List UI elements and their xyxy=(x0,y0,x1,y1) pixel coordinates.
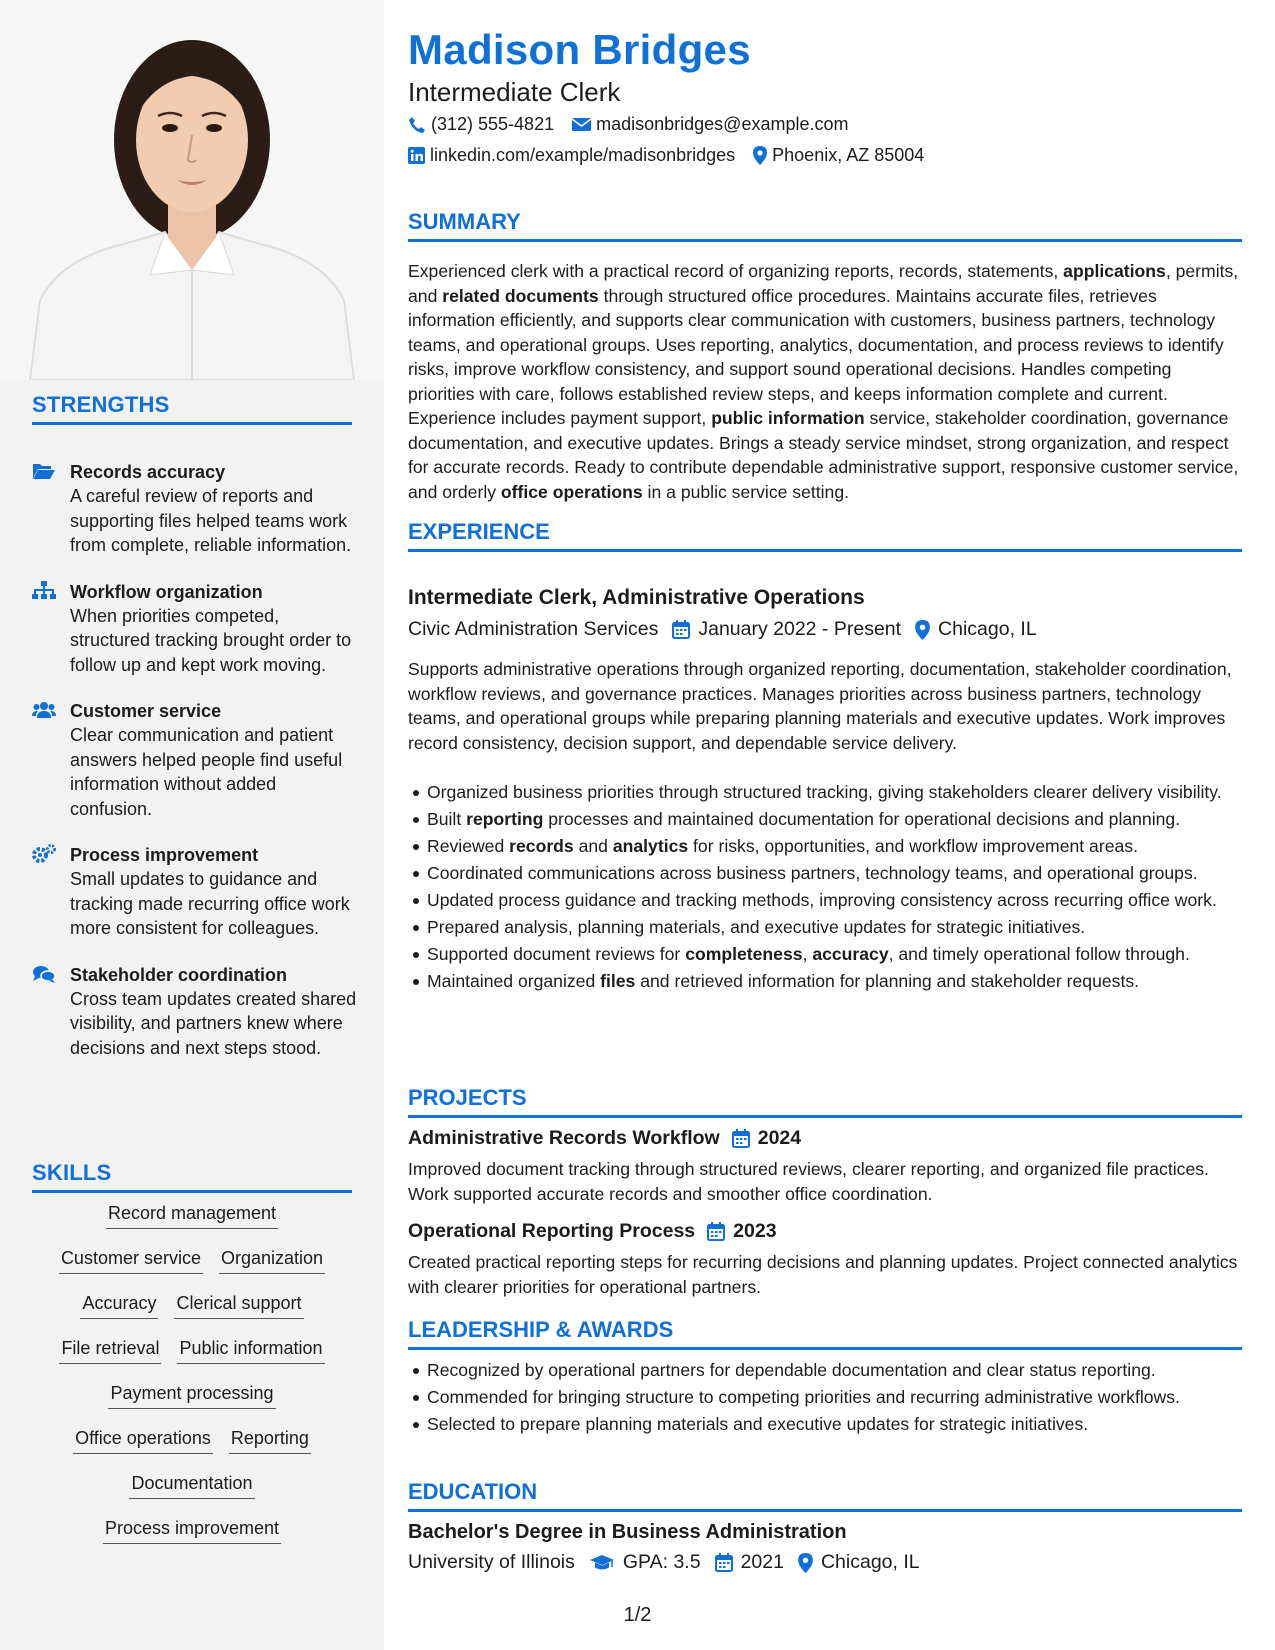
skills-heading: SKILLS xyxy=(32,1160,352,1193)
location-pin-icon xyxy=(798,1553,813,1573)
location-contact xyxy=(753,145,924,166)
graduation-cap-icon xyxy=(589,1554,615,1572)
skill-tag: File retrieval xyxy=(59,1335,161,1364)
job-dates: January 2022 - Present xyxy=(698,618,902,640)
leadership-heading: LEADERSHIP & AWARDS xyxy=(408,1317,1242,1350)
contact-row-1 xyxy=(408,114,866,135)
award-item: Recognized by operational partners for dependable documentation and clear status reporting. xyxy=(408,1358,1242,1383)
skill-tag: Record management xyxy=(106,1200,278,1229)
job-description: Supports administrative operations through organized reporting, documentation, stakeholder coordination, workflow reviews, and governance practices. Manages priorities across business partners, technology teams, and operational groups while preparing planning materials and executive updates. Work improves record consistency, decision support, and dependable service delivery. xyxy=(408,659,1232,753)
project-year: 2023 xyxy=(733,1220,777,1242)
graduation-year: 2021 xyxy=(740,1551,784,1573)
linkedin-text: linkedin.com/example/madisonbridges xyxy=(430,145,736,165)
strength-title: Records accuracy xyxy=(70,462,226,482)
skill-tag: Process improvement xyxy=(103,1515,281,1544)
location-pin-icon xyxy=(753,146,767,165)
education-location: Chicago, IL xyxy=(820,1551,920,1573)
linkedin-icon xyxy=(408,147,425,164)
strength-title: Stakeholder coordination xyxy=(70,964,288,985)
job-bullet: Reviewed records and analytics for risks, opportunities, and workflow improvement areas. xyxy=(408,834,1242,859)
job-bullet: Maintained organized files and retrieved information for planning and stakeholder requests. xyxy=(408,969,1242,994)
project-title-row xyxy=(408,1127,801,1150)
skill-tag: Accuracy xyxy=(80,1290,158,1319)
candidate-name: Madison Bridges xyxy=(408,26,751,73)
education-meta xyxy=(408,1551,920,1574)
job-bullet: Prepared analysis, planning materials, and executive updates for strategic initiatives. xyxy=(408,915,1242,940)
skill-tag: Office operations xyxy=(73,1425,213,1454)
sidebar xyxy=(0,0,384,1650)
strength-desc: A careful review of reports and supporting files helped teams work from complete, reliable information. xyxy=(70,486,352,555)
projects-heading: PROJECTS xyxy=(408,1085,1242,1118)
summary-text: Experienced clerk with a practical record of organizing reports, records, statements, applications, permits, and related documents through structured office procedures. Maintains accurate files, retrieves information efficiently, and supports clear communication with customers, business partners, technology teams, and operational groups. Uses reporting, analytics, documentation, and process reviews to identify risks, improve workflow consistency, and support sound operational decisions. Handles competing priorities with care, follows established review steps, and keeps information complete and current. Experience includes payment support, public information service, stakeholder coordination, governance documentation, and executive updates. Brings a steady service mindset, strong organization, and respect for accurate records. Ready to contribute dependable administrative support, responsive customer service, and orderly office operations in a public service setting. xyxy=(408,261,1239,502)
calendar-icon xyxy=(732,1129,750,1148)
project-year: 2024 xyxy=(757,1127,802,1149)
strength-desc: Clear communication and patient answers helped people find useful information without added confusion. xyxy=(70,725,343,819)
strengths-list xyxy=(32,460,362,1082)
skill-tag: Organization xyxy=(219,1245,325,1274)
gears-icon xyxy=(32,844,56,864)
skills-list xyxy=(32,1200,352,1560)
skill-tag: Payment processing xyxy=(108,1380,275,1409)
candidate-role: Intermediate Clerk xyxy=(408,77,621,107)
job-bullet: Coordinated communications across business partners, technology teams, and operational groups. xyxy=(408,861,1242,886)
location-text: Phoenix, AZ 85004 xyxy=(772,145,925,165)
strength-title: Workflow organization xyxy=(70,581,263,602)
contact-row-2 xyxy=(408,145,942,166)
experience-heading: EXPERIENCE xyxy=(408,519,1242,552)
email-contact[interactable] xyxy=(572,114,848,135)
calendar-icon xyxy=(715,1553,733,1572)
company-name: Civic Administration Services xyxy=(408,618,659,640)
skill-tag: Public information xyxy=(177,1335,324,1364)
strengths-heading: STRENGTHS xyxy=(32,392,352,425)
job-title: Intermediate Clerk, Administrative Operations xyxy=(408,586,865,609)
school-name: University of Illinois xyxy=(408,1551,575,1573)
strength-item xyxy=(32,699,362,821)
phone-text: (312) 555-4821 xyxy=(431,114,555,134)
profile-photo xyxy=(0,0,384,380)
degree-title: Bachelor's Degree in Business Administration xyxy=(408,1521,847,1543)
strength-item xyxy=(32,843,362,941)
calendar-icon xyxy=(672,620,690,639)
job-bullet: Updated process guidance and tracking methods, improving consistency across recurring office work. xyxy=(408,888,1242,913)
skill-tag: Customer service xyxy=(59,1245,203,1274)
envelope-icon xyxy=(572,117,591,132)
leadership-bullets xyxy=(408,1358,1242,1439)
comments-icon xyxy=(32,964,56,984)
project-desc: Created practical reporting steps for recurring decisions and planning updates. Project connected analytics with clearer priorities for operational partners. xyxy=(408,1252,1238,1297)
summary-heading: SUMMARY xyxy=(408,209,1242,242)
calendar-icon xyxy=(707,1222,725,1241)
users-icon xyxy=(32,700,56,720)
phone-icon xyxy=(408,116,426,134)
award-item: Commended for bringing structure to competing priorities and recurring administrative workflows. xyxy=(408,1385,1242,1410)
strength-title: Process improvement xyxy=(70,845,259,865)
skill-tag: Clerical support xyxy=(174,1290,303,1319)
strength-desc: Small updates to guidance and tracking made recurring office work more consistent for colleagues. xyxy=(70,869,350,938)
project-title: Administrative Records Workflow xyxy=(408,1127,720,1149)
strength-desc: Cross team updates created shared visibility, and partners knew where decisions and next steps stood. xyxy=(70,988,357,1058)
job-bullet: Supported document reviews for completeness, accuracy, and timely operational follow through. xyxy=(408,942,1242,967)
award-item: Selected to prepare planning materials and executive updates for strategic initiatives. xyxy=(408,1412,1242,1437)
job-location: Chicago, IL xyxy=(938,618,1037,640)
job-bullet: Built reporting processes and maintained documentation for operational decisions and planning. xyxy=(408,807,1242,832)
gpa-text: GPA: 3.5 xyxy=(622,1551,701,1573)
strength-desc: When priorities competed, structured tracking brought order to follow up and kept work moving. xyxy=(70,605,352,675)
job-bullet: Organized business priorities through structured tracking, giving stakeholders clearer delivery visibility. xyxy=(408,780,1242,805)
folder-open-icon xyxy=(32,461,56,481)
strength-item xyxy=(32,580,362,678)
strength-item xyxy=(32,460,362,558)
strength-item xyxy=(32,963,362,1061)
job-bullets xyxy=(408,780,1242,996)
project-title: Operational Reporting Process xyxy=(408,1220,696,1242)
skill-tag: Reporting xyxy=(229,1425,311,1454)
job-meta xyxy=(408,618,1037,641)
location-pin-icon xyxy=(915,620,930,640)
strength-title: Customer service xyxy=(70,701,222,721)
sitemap-icon xyxy=(32,581,56,601)
project-desc: Improved document tracking through structured reviews, clearer reporting, and organized file practices. Work supported accurate records and smoother office coordination. xyxy=(408,1159,1209,1204)
education-heading: EDUCATION xyxy=(408,1479,1242,1512)
email-text: madisonbridges@example.com xyxy=(596,114,849,134)
linkedin-contact[interactable] xyxy=(408,145,735,166)
phone-contact[interactable] xyxy=(408,114,554,135)
page-number: 1/2 xyxy=(623,1604,652,1626)
project-title-row xyxy=(408,1220,777,1243)
skill-tag: Documentation xyxy=(129,1470,254,1499)
